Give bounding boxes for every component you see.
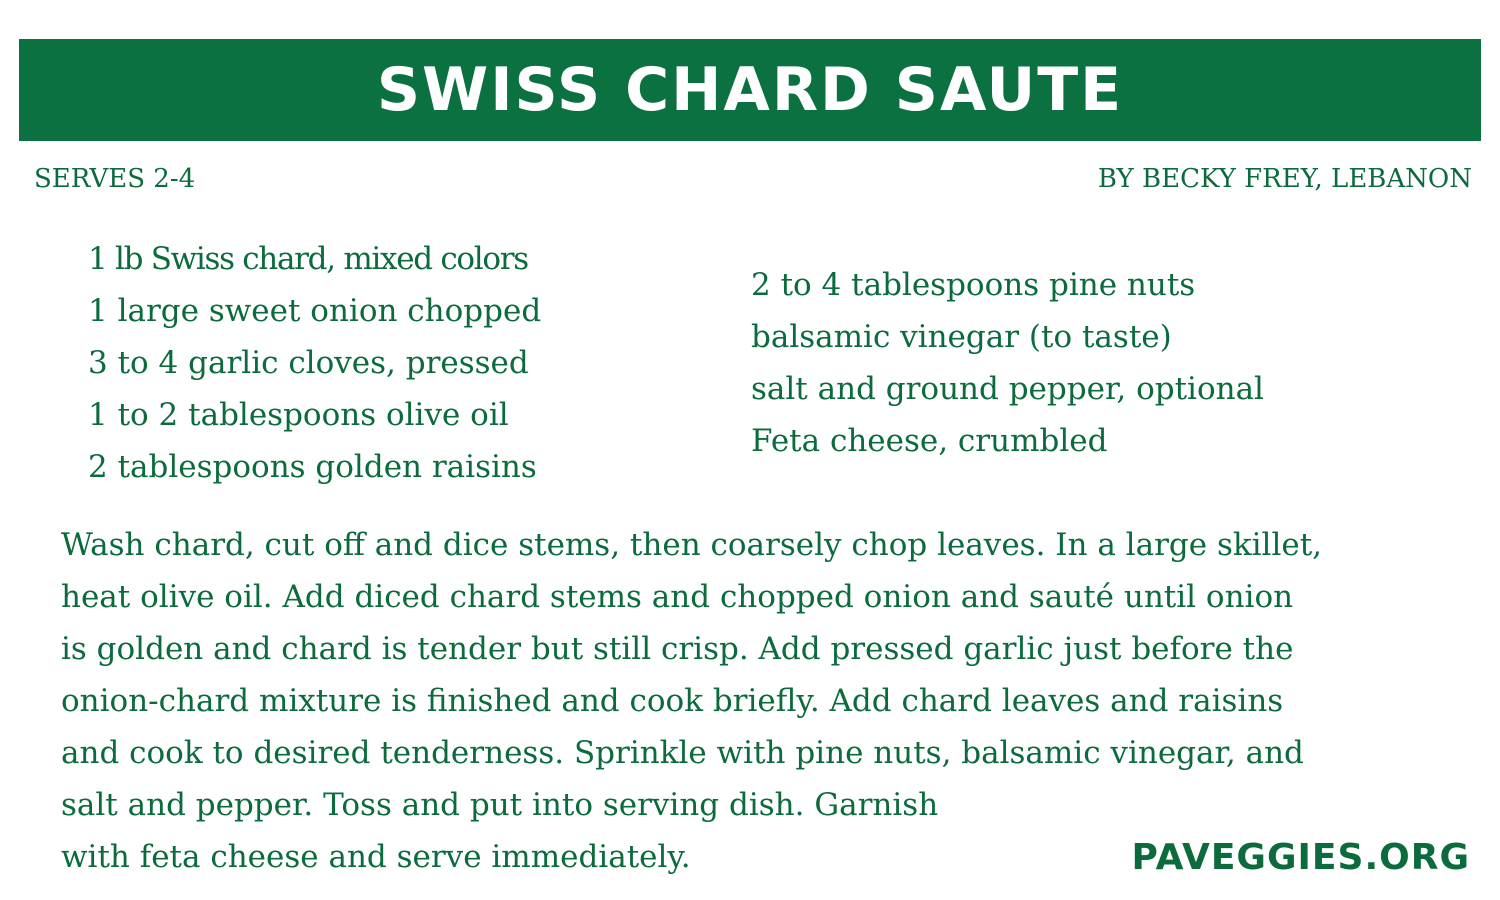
- ingredient-item: salt and ground pepper, optional: [751, 371, 1264, 407]
- ingredient-item: 1 large sweet onion chopped: [88, 293, 542, 329]
- instructions-line: salt and pepper. Toss and put into serving dish. Garnish: [61, 787, 939, 823]
- instructions-line: with feta cheese and serve immediately.: [61, 839, 691, 875]
- ingredients-list-right: [751, 259, 1264, 467]
- title-banner: [19, 39, 1481, 141]
- ingredient-item: Feta cheese, crumbled: [751, 423, 1108, 459]
- ingredient-item: 1 to 2 tablespoons olive oil: [88, 397, 509, 433]
- ingredient-item: 2 to 4 tablespoons pine nuts: [751, 267, 1196, 303]
- ingredient-item: 1 lb Swiss chard, mixed colors: [88, 241, 528, 277]
- instructions-line: heat olive oil. Add diced chard stems and chopped onion and sauté until onion: [61, 579, 1294, 615]
- ingredients-list-left: [88, 233, 541, 493]
- recipe-title: SWISS CHARD SAUTE: [376, 55, 1124, 125]
- ingredient-item: 2 tablespoons golden raisins: [88, 449, 537, 485]
- author-byline: BY BECKY FREY, LEBANON: [1097, 164, 1472, 194]
- instructions-line: and cook to desired tenderness. Sprinkle with pine nuts, balsamic vinegar, and: [61, 735, 1304, 771]
- ingredient-item: balsamic vinegar (to taste): [751, 319, 1172, 355]
- serves-label: SERVES 2-4: [34, 164, 196, 194]
- instructions-paragraph: [61, 519, 1461, 883]
- ingredient-item: 3 to 4 garlic cloves, pressed: [88, 345, 529, 381]
- brand-website-link[interactable]: PAVEGGIES.ORG: [1131, 837, 1470, 878]
- instructions-line: is golden and chard is tender but still crisp. Add pressed garlic just before the: [61, 631, 1294, 667]
- instructions-line: Wash chard, cut off and dice stems, then coarsely chop leaves. In a large skillet,: [61, 527, 1323, 563]
- instructions-line: onion-chard mixture is finished and cook briefly. Add chard leaves and raisins: [61, 683, 1284, 719]
